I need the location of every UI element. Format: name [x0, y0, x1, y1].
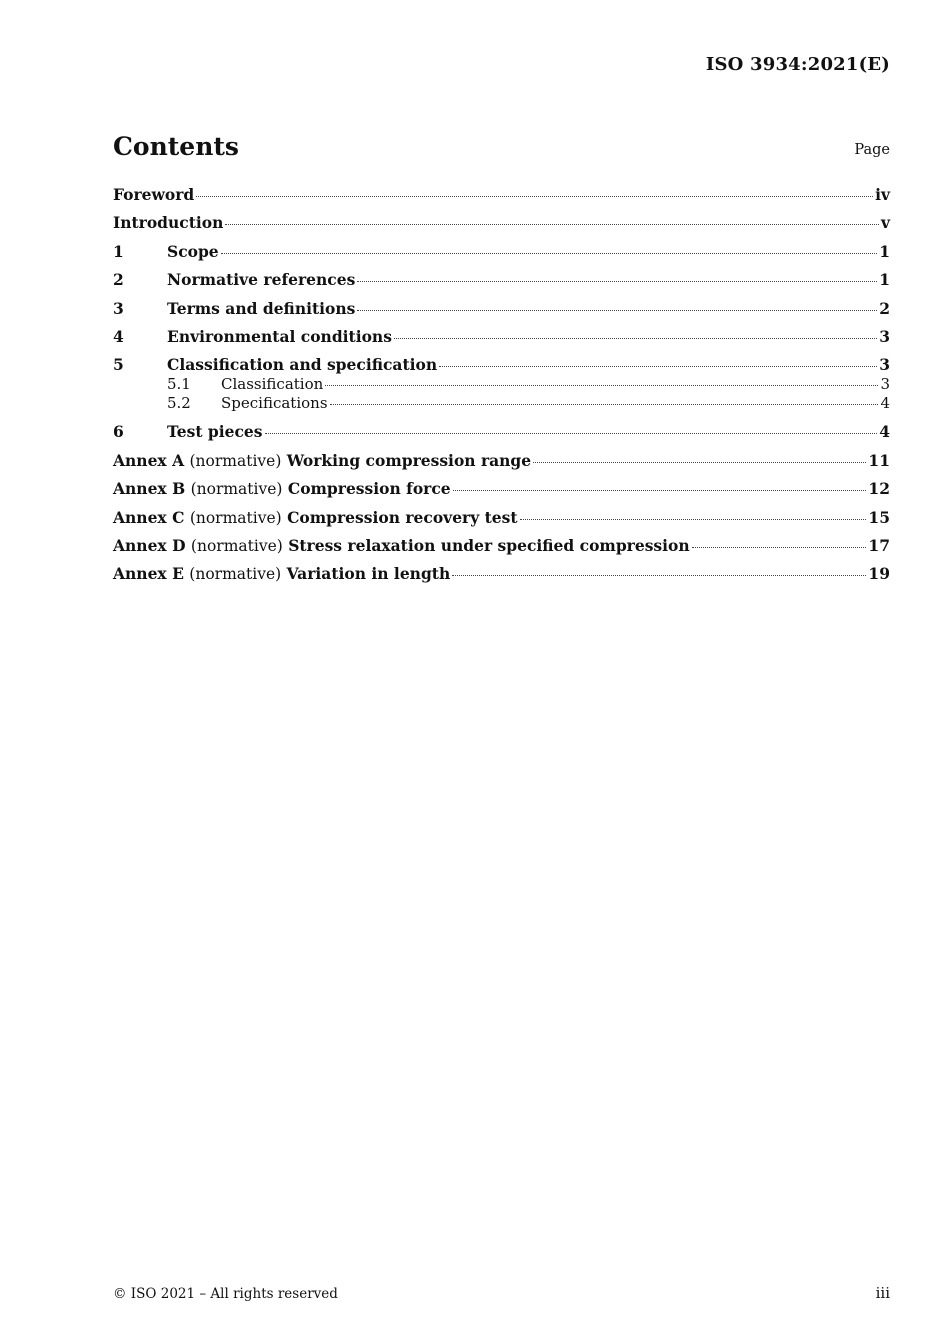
toc-entry-page: iv — [875, 185, 890, 204]
table-of-contents — [113, 185, 890, 593]
toc-entry-page: v — [880, 213, 890, 233]
toc-entry-normative-references[interactable] — [113, 270, 890, 298]
toc-entry-number: 5 — [113, 355, 124, 375]
dot-leader — [196, 196, 873, 197]
dot-leader — [225, 224, 879, 225]
toc-entry-title: Normative references — [167, 270, 356, 290]
toc-entry-page: 3 — [880, 374, 890, 393]
annex-label: Annex E — [113, 564, 184, 584]
toc-entry-page: 3 — [879, 355, 890, 375]
annex-type: (normative) — [189, 508, 282, 527]
toc-entry-page: 3 — [879, 326, 890, 346]
annex-label: Annex D — [113, 535, 186, 555]
toc-entry-test-pieces[interactable] — [113, 422, 890, 450]
toc-entry-terms-and-definitions[interactable] — [113, 299, 890, 327]
toc-entry-title: Classification and specification — [167, 355, 438, 375]
toc-annex-d[interactable] — [113, 536, 890, 564]
annex-label: Annex A — [113, 450, 185, 470]
toc-entry-title: Specifications — [221, 394, 328, 413]
annex-title: Compression force — [287, 479, 451, 499]
toc-entry-page: 1 — [879, 241, 890, 261]
document-id: ISO 3934:2021(E) — [705, 54, 890, 75]
toc-entry-number: 2 — [113, 270, 124, 290]
annex-title: Compression recovery test — [287, 507, 518, 527]
toc-annex-b[interactable] — [113, 479, 890, 507]
toc-subentry-specifications[interactable] — [113, 394, 890, 413]
page-number: iii — [875, 1284, 890, 1302]
dot-leader — [533, 462, 866, 463]
page-title: Contents — [113, 132, 240, 161]
toc-entry-page: 11 — [868, 450, 890, 470]
toc-entry-number: 5.1 — [167, 374, 191, 393]
toc-entry-title: Introduction — [113, 213, 224, 233]
dot-leader — [520, 519, 867, 520]
annex-type: (normative) — [190, 536, 283, 555]
annex-type: (normative) — [189, 565, 282, 584]
toc-subentry-classification[interactable] — [113, 375, 890, 394]
toc-entry-page: 2 — [879, 298, 890, 318]
annex-type: (normative) — [189, 451, 282, 470]
toc-entry-introduction[interactable] — [113, 213, 890, 241]
toc-entry-page: 17 — [868, 535, 890, 555]
toc-annex-e[interactable] — [113, 564, 890, 592]
toc-entry-page: 4 — [880, 394, 890, 413]
annex-title: Stress relaxation under specified compression — [288, 535, 690, 555]
dot-leader — [265, 433, 878, 434]
dot-leader — [439, 366, 877, 367]
dot-leader — [221, 253, 878, 254]
toc-entry-number: 3 — [113, 298, 124, 318]
toc-entry-number: 5.2 — [167, 394, 191, 413]
annex-label: Annex C — [113, 507, 185, 527]
toc-entry-number: 4 — [113, 326, 124, 346]
annex-heading — [113, 536, 690, 555]
dot-leader — [452, 575, 866, 576]
toc-annex-c[interactable] — [113, 508, 890, 536]
annex-heading — [113, 564, 450, 583]
annex-label: Annex B — [113, 479, 186, 499]
page-column-label: Page — [854, 142, 890, 158]
toc-entry-title: Foreword — [113, 185, 195, 204]
toc-entry-number: 6 — [113, 422, 124, 442]
toc-entry-title: Classification — [221, 374, 324, 393]
toc-entry-page: 4 — [879, 422, 890, 442]
annex-title: Variation in length — [286, 564, 451, 584]
toc-entry-foreword[interactable] — [113, 185, 890, 213]
toc-entry-page: 19 — [868, 564, 890, 584]
toc-entry-number: 1 — [113, 241, 124, 261]
toc-entry-title: Environmental conditions — [167, 326, 392, 346]
annex-heading — [113, 479, 451, 498]
toc-entry-scope[interactable] — [113, 242, 890, 270]
annex-heading — [113, 451, 531, 470]
toc-entry-title: Test pieces — [167, 422, 263, 442]
dot-leader — [330, 404, 879, 405]
annex-type: (normative) — [190, 480, 283, 499]
toc-entry-environmental-conditions[interactable] — [113, 327, 890, 355]
copyright-notice: © ISO 2021 – All rights reserved — [113, 1286, 338, 1302]
dot-leader — [357, 310, 877, 311]
toc-entry-page: 15 — [868, 507, 890, 527]
toc-entry-page: 12 — [868, 479, 890, 499]
dot-leader — [325, 385, 878, 386]
dot-leader — [357, 281, 877, 282]
toc-annex-a[interactable] — [113, 451, 890, 479]
toc-entry-title: Scope — [167, 241, 219, 261]
dot-leader — [453, 490, 867, 491]
dot-leader — [692, 547, 867, 548]
annex-title: Working compression range — [286, 450, 532, 470]
toc-entry-title: Terms and definitions — [167, 298, 356, 318]
annex-heading — [113, 508, 518, 527]
toc-entry-page: 1 — [879, 270, 890, 290]
dot-leader — [394, 338, 877, 339]
